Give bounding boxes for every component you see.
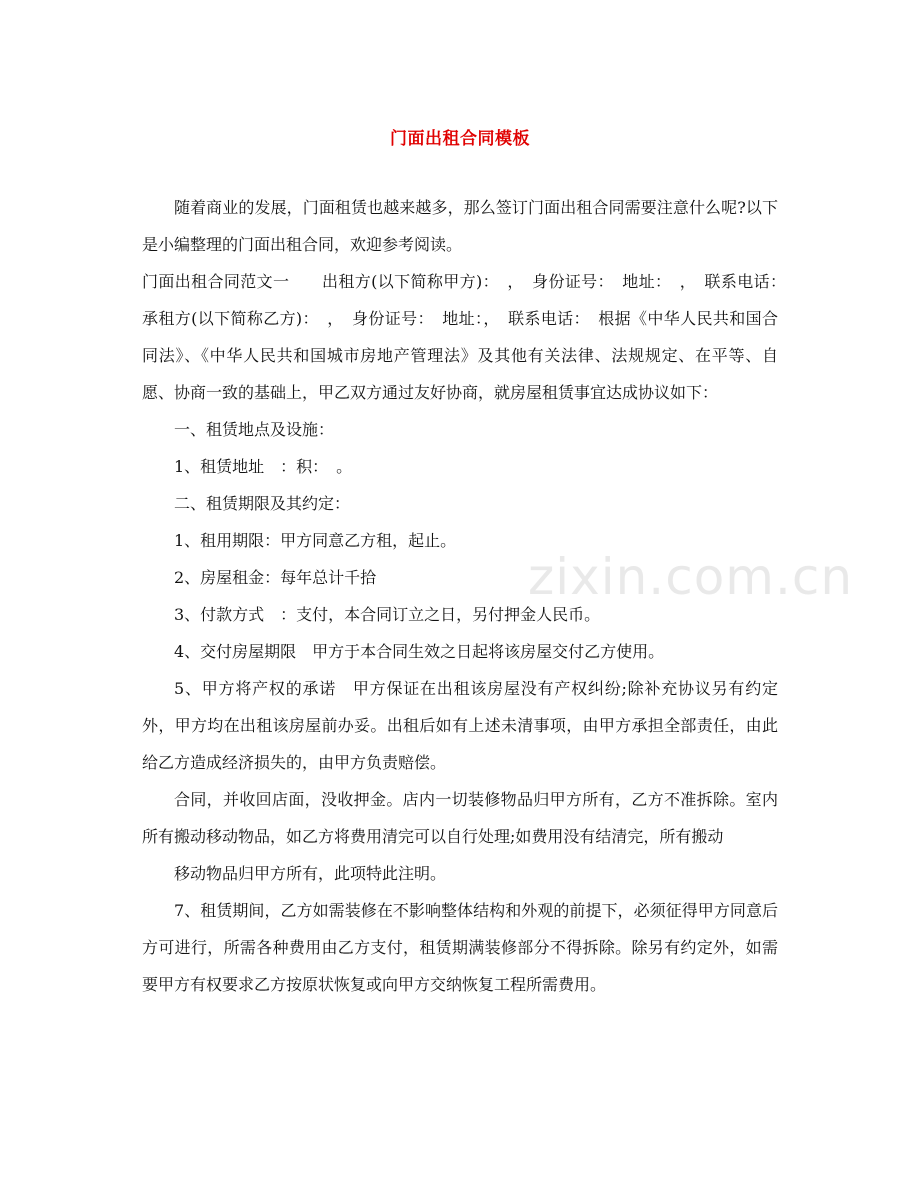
clause-delivery: 4、交付房屋期限 甲方于本合同生效之日起将该房屋交付乙方使用。 — [174, 642, 665, 661]
clause-ownership: 5、甲方将产权的承诺 甲方保证在出租该房屋没有产权纠纷;除补充协议另有约定外，甲方均在出租该房屋前办妥。出租后如有上述未清事项，由甲方承担全部责任，由此给乙方造成经济损失的，由甲方负责赔偿。 — [142, 679, 778, 772]
clause-movables: 移动物品归甲方所有，此项特此注明。 — [174, 864, 447, 883]
clause-term: 1、租用期限：甲方同意乙方租，起止。 — [174, 531, 457, 550]
clause-rent: 2、房屋租金：每年总计千拾 — [174, 568, 377, 587]
paragraph-contract-header: 门面出租合同范文一 出租方(以下简称甲方)： ， 身份证号： 地址： ， 联系电话： 承租方(以下简称乙方)： ， 身份证号： 地址：， 联系电话： 根据《中华人民共和国合同法》、《中华人民共和国城市房地产管理法》及其他有关法律、法规规定、在平等、自愿、协商一致的基础上，甲乙双方通过友好协商，就房屋租赁事宜达成协议如下： — [142, 272, 795, 402]
section-heading-location: 一、租赁地点及设施： — [174, 420, 335, 439]
document-body — [142, 189, 795, 1003]
paragraph-intro: 随着商业的发展，门面租赁也越来越多，那么签订门面出租合同需要注意什么呢?以下是小编整理的门面出租合同，欢迎参考阅读。 — [142, 198, 778, 254]
clause-payment: 3、付款方式 ：支付，本合同订立之日，另付押金人民币。 — [174, 605, 601, 624]
clause-termination: 合同，并收回店面，没收押金。店内一切装修物品归甲方所有，乙方不准拆除。室内所有搬动移动物品，如乙方将费用清完可以自行处理;如费用没有结清完，所有搬动 — [142, 790, 778, 846]
clause-renovation: 7、租赁期间，乙方如需装修在不影响整体结构和外观的前提下，必须征得甲方同意后方可进行，所需各种费用由乙方支付，租赁期满装修部分不得拆除。除另有约定外，如需要甲方有权要求乙方按原状恢复或向甲方交纳恢复工程所需费用。 — [142, 901, 778, 994]
document-title: 门面出租合同模板 — [390, 129, 530, 149]
section-heading-term: 二、租赁期限及其约定： — [174, 494, 351, 513]
clause-address: 1、租赁地址 ：积： 。 — [174, 457, 353, 476]
watermark: zixin.com.cn — [528, 548, 854, 606]
